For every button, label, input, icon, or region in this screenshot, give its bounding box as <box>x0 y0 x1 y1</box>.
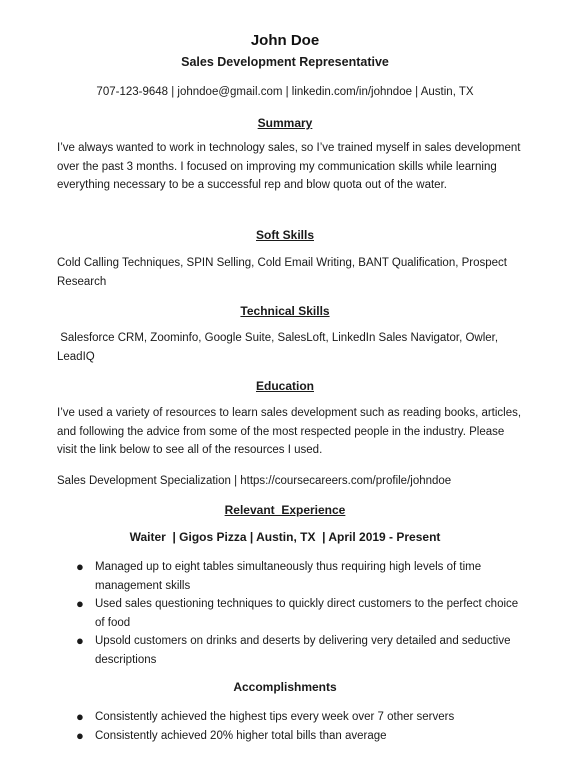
soft-skills-text: Cold Calling Techniques, SPIN Selling, Cold Email Writing, BANT Qualification, Prospect Research <box>57 257 507 288</box>
bullet-icon: ● <box>76 727 84 743</box>
education-link-line: Sales Development Specialization | https://coursecareers.com/profile/johndoe <box>57 475 452 487</box>
summary-text: I’ve always wanted to work in technology sales, so I’ve trained myself in sales development over the past 3 months. I focused on improving my communication skills while learning everything necessary to be a successful rep and blow quota out of the water. <box>57 142 521 191</box>
bullet-icon: ● <box>76 709 84 724</box>
bullet-text: Upsold customers on drinks and deserts by delivering very detailed and seductive descriptions <box>95 635 511 666</box>
job-line: Waiter | Gigos Pizza | Austin, TX | April 2019 - Present <box>129 530 441 544</box>
summary-heading: Summary <box>257 116 313 130</box>
education-text: I’ve used a variety of resources to learn sales development such as reading books, articles, and following the advice from some of the most respected people in the industry. Please visit the link below to see all of the resources I used. <box>57 407 522 456</box>
list-item <box>57 558 527 595</box>
experience-bullet-list <box>57 558 527 669</box>
bullet-text: Consistently achieved 20% higher total bills than average <box>95 729 387 742</box>
bullet-icon: ● <box>76 596 84 611</box>
accomplishments-bullet-list <box>57 708 527 745</box>
bullet-text: Used sales questioning techniques to quickly direct customers to the perfect choice of food <box>95 598 519 629</box>
bullet-icon: ● <box>76 633 84 648</box>
bullet-icon: ● <box>76 559 84 574</box>
candidate-title: Sales Development Representative <box>181 55 389 69</box>
contact-line: 707-123-9648 | johndoe@gmail.com | linkedin.com/in/johndoe | Austin, TX <box>96 86 474 98</box>
accomplishments-heading: Accomplishments <box>233 680 337 694</box>
list-item <box>57 632 527 669</box>
bullet-text: Consistently achieved the highest tips every week over 7 other servers <box>95 711 455 723</box>
list-item <box>57 708 527 727</box>
soft-skills-heading: Soft Skills <box>255 228 314 242</box>
bullet-text: Managed up to eight tables simultaneously thus requiring high levels of time management skills <box>95 561 482 592</box>
list-item <box>57 595 527 632</box>
education-heading: Education <box>255 379 314 393</box>
candidate-name: John Doe <box>250 32 320 49</box>
experience-heading: Relevant Experience <box>224 503 346 517</box>
technical-skills-heading: Technical Skills <box>240 304 330 318</box>
technical-skills-text: Salesforce CRM, Zoominfo, Google Suite, SalesLoft, LinkedIn Sales Navigator, Owler, LeadIQ <box>57 332 502 363</box>
list-item <box>57 727 527 746</box>
